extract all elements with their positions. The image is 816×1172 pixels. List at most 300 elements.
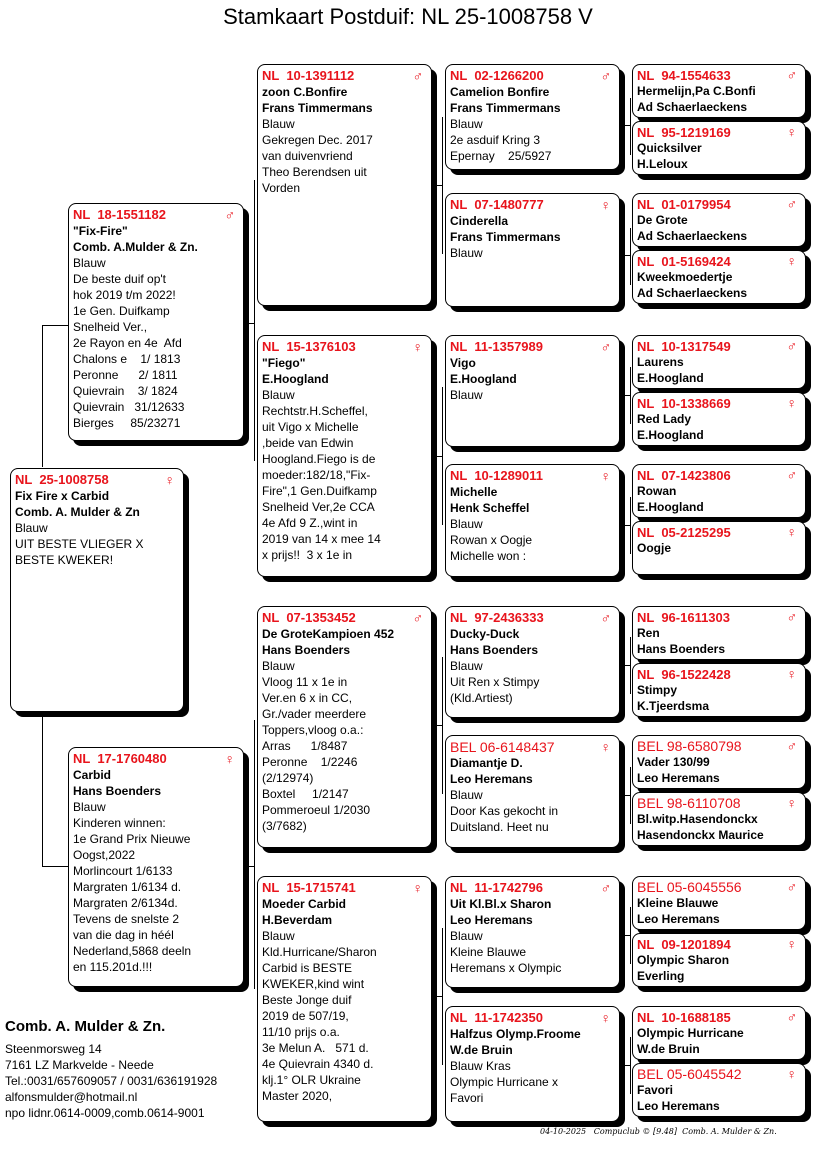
owner-name: Comb. A. Mulder & Zn. (5, 1018, 166, 1035)
male-icon: ♂ (600, 880, 611, 896)
connector-line (254, 180, 255, 461)
pigeon-name: Ducky-Duck (450, 627, 520, 641)
female-icon: ♀ (412, 339, 423, 355)
connector-line (442, 117, 443, 254)
remark-line: Duitsland. Heet nu (450, 820, 549, 834)
remark-line: Carbid is BESTE (262, 961, 353, 975)
remark-line: van die dag in héél (73, 928, 174, 942)
remark-line: Quievrain 31/12633 (73, 400, 185, 414)
remark-line: Favori (450, 1091, 484, 1105)
remark-line: 2019 van 14 x mee 14 (262, 532, 381, 546)
pigeon-name: Fix Fire x Carbid (15, 489, 110, 503)
male-icon: ♂ (786, 467, 797, 483)
pigeon-name: Diamantje D. (450, 756, 523, 770)
remark-line: Epernay 25/5927 (450, 149, 552, 163)
footer (540, 1127, 777, 1136)
ring-number: NL 11-1742350 (450, 1010, 543, 1025)
card-father-father[interactable] (257, 64, 432, 306)
pigeon-name: Carbid (73, 768, 112, 782)
ring-number-row (450, 739, 615, 755)
male-icon: ♂ (786, 67, 797, 83)
remark-line: 2e asduif Kring 3 (450, 133, 541, 147)
remark-line: Arras 1/8487 (262, 739, 348, 753)
breeder-name: Leo Heremans (637, 912, 720, 926)
pigeon-name: Camelion Bonfire (450, 85, 550, 99)
remark-line: Uit Ren x Stimpy (450, 675, 540, 689)
remark-line: (Kld.Artiest) (450, 691, 513, 705)
ring-number-row (637, 937, 801, 952)
ring-number-row (637, 254, 801, 269)
connector-line (630, 1037, 631, 1094)
color-text: Blauw (450, 246, 483, 260)
ring-number: NL 10-1391112 (262, 68, 355, 83)
pigeon-name: Vader 130/99 (637, 755, 710, 769)
card-gen4[interactable] (632, 392, 806, 446)
card-gen4[interactable] (632, 335, 806, 389)
male-icon: ♂ (786, 609, 797, 625)
ring-number-row (637, 468, 801, 483)
remark-line: Vorden (262, 181, 301, 195)
remark-line: KWEKER,kind wint (262, 977, 365, 991)
breeder-name: E.Hoogland (637, 500, 704, 514)
remark-line: Oogst,2022 (73, 848, 136, 862)
color-text: Blauw (262, 388, 295, 402)
card-father[interactable] (68, 203, 244, 441)
pigeon-name: Moeder Carbid (262, 897, 347, 911)
pigeon-name: Michelle (450, 485, 498, 499)
breeder-name: H.Leloux (637, 157, 688, 171)
card-gen3[interactable] (445, 606, 620, 718)
female-icon: ♀ (600, 468, 611, 484)
ring-number: NL 11-1742796 (450, 880, 543, 895)
remark-line: Quievrain 3/ 1824 (73, 384, 178, 398)
connector-line (630, 637, 631, 694)
ring-number: NL 96-1522428 (637, 667, 731, 682)
remark-line: Kld.Hurricane/Sharon (262, 945, 377, 959)
ring-number: NL 10-1688185 (637, 1010, 731, 1025)
breeder-name: E.Hoogland (637, 428, 704, 442)
breeder-name: Leo Heremans (637, 1099, 720, 1113)
ring-number-row (450, 197, 615, 213)
ring-number-row (637, 610, 801, 625)
female-icon: ♀ (164, 472, 175, 488)
breeder-name: K.Tjeerdsma (637, 699, 710, 713)
ring-number-row (637, 339, 801, 354)
card-gen4[interactable] (632, 464, 806, 518)
female-icon: ♀ (224, 751, 235, 767)
breeder-name: Henk Scheffel (450, 501, 530, 515)
pigeon-name: Stimpy (637, 683, 678, 697)
connector-line (620, 525, 630, 526)
ring-number: NL 97-2436333 (450, 610, 544, 625)
color-text: Blauw (450, 929, 483, 943)
ring-number: NL 05-2125295 (637, 525, 731, 540)
card-subject[interactable] (10, 468, 184, 712)
color-text: Blauw (450, 788, 483, 802)
ring-number: NL 10-1338669 (637, 396, 731, 411)
remark-line: Ver.en 6 x in CC, (262, 691, 353, 705)
footer-date: 04-10-2025 (540, 1127, 587, 1136)
remark-line: Chalons e 1/ 1813 (73, 352, 181, 366)
ring-number-row (637, 796, 801, 811)
connector-line (42, 325, 68, 326)
breeder-name: Frans Timmermans (262, 101, 373, 115)
female-icon: ♀ (786, 124, 797, 140)
breeder-name: Frans Timmermans (450, 230, 561, 244)
ring-number-row (262, 339, 427, 355)
remark-line: Kinderen winnen: (73, 816, 166, 830)
breeder-name: Ad Schaerlaeckens (637, 100, 748, 114)
color-text: Blauw (450, 388, 483, 402)
card-gen4[interactable] (632, 250, 806, 304)
ring-number-row (637, 197, 801, 212)
breeder-name: W.de Bruin (450, 1043, 513, 1057)
ring-number-row (15, 472, 179, 488)
ring-number-row (637, 880, 801, 895)
pigeon-name: Hermelijn,Pa C.Bonfi (637, 84, 756, 98)
remark-line: Gekregen Dec. 2017 (262, 133, 373, 147)
remark-line: (2/12974) (262, 771, 314, 785)
card-gen3[interactable] (445, 735, 620, 848)
connector-line (442, 928, 443, 1065)
remark-line: Pommeroeul 1/2030 (262, 803, 371, 817)
remark-line: Morlincourt 1/6133 (73, 864, 173, 878)
remark-line: Heremans x Olympic (450, 961, 562, 975)
female-icon: ♀ (786, 1066, 797, 1082)
card-gen3[interactable] (445, 876, 620, 988)
breeder-name: Leo Heremans (450, 772, 533, 786)
pigeon-name: Cinderella (450, 214, 509, 228)
breeder-name: Hasendonckx Maurice (637, 828, 764, 842)
ring-number-row (637, 525, 801, 540)
ring-number-row (450, 339, 615, 355)
connector-line (630, 907, 631, 964)
color-text: Blauw (73, 256, 106, 270)
card-mother-mother[interactable] (257, 876, 432, 1122)
card-gen4[interactable] (632, 663, 806, 717)
ring-number: NL 01-5169424 (637, 254, 731, 269)
remark-line: van duivenvriend (262, 149, 353, 163)
owner-membership: npo lidnr.0614-0009,comb.0614-9001 (5, 1106, 205, 1120)
pigeon-name: Kweekmoedertje (637, 270, 733, 284)
female-icon: ♀ (412, 880, 423, 896)
remark-line: Peronne 2/ 1811 (73, 368, 178, 382)
remark-line: klj.1° OLR Ukraine (262, 1073, 361, 1087)
female-icon: ♀ (600, 197, 611, 213)
female-icon: ♀ (786, 936, 797, 952)
connector-line (442, 657, 443, 794)
remark-line: 1e Gen. Duifkamp (73, 304, 170, 318)
ring-number: NL 96-1611303 (637, 610, 730, 625)
remark-line: ,beide van Edwin (262, 436, 354, 450)
remark-line: Door Kas gekocht in (450, 804, 559, 818)
ring-number-row (637, 667, 801, 682)
remark-line: Snelheid Ver., (73, 320, 148, 334)
card-gen4[interactable] (632, 792, 806, 846)
card-gen4[interactable] (632, 64, 806, 118)
page-title: Stamkaart Postduif: NL 25-1008758 V (223, 4, 593, 29)
ring-number: NL 02-1266200 (450, 68, 544, 83)
male-icon: ♂ (786, 879, 797, 895)
pigeon-name: Quicksilver (637, 141, 702, 155)
ring-number-row (262, 68, 427, 84)
remark-line: moeder:182/18,"Fix- (262, 468, 371, 482)
owner-city: 7161 LZ Markvelde - Neede (5, 1058, 154, 1072)
connector-line (244, 866, 254, 867)
pigeon-name: Olympic Sharon (637, 953, 730, 967)
color-text: Blauw (262, 117, 295, 131)
breeder-name: W.de Bruin (637, 1042, 700, 1056)
pigeon-name: Laurens (637, 355, 684, 369)
breeder-name: Hans Boenders (73, 784, 162, 798)
pigeon-name: "Fiego" (262, 356, 306, 370)
ring-number-row (262, 880, 427, 896)
male-icon: ♂ (786, 1009, 797, 1025)
remark-line: Peronne 1/2246 (262, 755, 358, 769)
color-text: Blauw Kras (450, 1059, 511, 1073)
connector-line (432, 996, 442, 997)
card-mother[interactable] (68, 747, 244, 987)
female-icon: ♀ (786, 524, 797, 540)
color-text: Blauw (262, 929, 295, 943)
remark-line: Snelheid Ver,2e CCA (262, 500, 375, 514)
remark-line: Toppers,vloog o.a.: (262, 723, 364, 737)
pigeon-name: De Grote (637, 213, 688, 227)
connector-line (620, 935, 630, 936)
ring-number: NL 25-1008758 (15, 472, 109, 487)
card-gen4[interactable] (632, 606, 806, 660)
remark-line: 11/10 prijs o.a. (262, 1025, 340, 1039)
card-gen4[interactable] (632, 521, 806, 575)
male-icon: ♂ (786, 738, 797, 754)
breeder-name: Hans Boenders (262, 643, 351, 657)
connector-line (42, 866, 68, 867)
card-father-mother[interactable] (257, 335, 432, 577)
pigeon-name: Olympic Hurricane (637, 1026, 744, 1040)
ring-number-row (262, 610, 427, 626)
remark-line: Bierges 85/23271 (73, 416, 181, 430)
ring-number: NL 94-1554633 (637, 68, 731, 83)
ring-number-row (450, 880, 615, 896)
connector-line (244, 323, 254, 324)
pigeon-name: Ren (637, 626, 660, 640)
remark-line: Michelle won : (450, 549, 527, 563)
ring-number: NL 17-1760480 (73, 751, 167, 766)
pigeon-name: Uit Kl.Bl.x Sharon (450, 897, 552, 911)
ring-number: NL 95-1219169 (637, 125, 731, 140)
card-gen3[interactable] (445, 464, 620, 577)
remark-line: hok 2019 t/m 2022! (73, 288, 176, 302)
male-icon: ♂ (786, 338, 797, 354)
ring-number-row (73, 207, 239, 223)
connector-line (432, 185, 442, 186)
card-gen4[interactable] (632, 876, 806, 930)
connector-line (432, 456, 442, 457)
male-icon: ♂ (412, 610, 423, 626)
ring-number: BEL 05-6045556 (637, 879, 742, 895)
remark-line: 2019 de 507/19, (262, 1009, 349, 1023)
pigeon-name: Favori (637, 1083, 674, 1097)
remark-line: UIT BESTE VLIEGER X (15, 537, 144, 551)
card-gen4[interactable] (632, 1006, 806, 1060)
remark-line: 4e Afd 9 Z.,wint in (262, 516, 358, 530)
remark-line: en 115.201d.!!! (73, 960, 153, 974)
breeder-name: E.Hoogland (262, 372, 329, 386)
remark-line: 1e Grand Prix Nieuwe (73, 832, 191, 846)
female-icon: ♀ (786, 666, 797, 682)
connector-line (620, 125, 630, 126)
card-gen3[interactable] (445, 1006, 620, 1122)
ring-number-row (450, 468, 615, 484)
remark-line: Kleine Blauwe (450, 945, 527, 959)
pigeon-name: "Fix-Fire" (73, 224, 128, 238)
ring-number-row (637, 68, 801, 83)
remark-line: Boxtel 1/2147 (262, 787, 349, 801)
breeder-name: Everling (637, 969, 685, 983)
female-icon: ♀ (786, 395, 797, 411)
breeder-name: Ad Schaerlaeckens (637, 229, 748, 243)
breeder-name: E.Hoogland (637, 371, 704, 385)
ring-number: BEL 06-6148437 (450, 739, 555, 755)
female-icon: ♀ (600, 739, 611, 755)
breeder-name: Hans Boenders (637, 642, 726, 656)
owner-email: alfonsmulder@hotmail.nl (5, 1090, 138, 1104)
breeder-name: Comb. A. Mulder & Zn (15, 505, 140, 519)
remark-line: Gr./vader meerdere (262, 707, 367, 721)
remark-line: Rowan x Oogje (450, 533, 533, 547)
breeder-name: Leo Heremans (450, 913, 533, 927)
card-gen4[interactable] (632, 735, 806, 789)
connector-line (42, 712, 43, 867)
card-gen3[interactable] (445, 335, 620, 447)
remark-line: Nederland,5868 deeln (73, 944, 192, 958)
connector-line (620, 1065, 630, 1066)
ring-number: NL 07-1480777 (450, 197, 544, 212)
pigeon-name: De GroteKampioen 452 (262, 627, 395, 641)
pigeon-name: Halfzus Olymp.Froome (450, 1027, 581, 1041)
pigeon-name: Oogje (637, 541, 672, 555)
connector-line (42, 325, 43, 467)
footer-owner: Comb. A. Mulder & Zn. (682, 1127, 777, 1136)
color-text: Blauw (262, 659, 295, 673)
male-icon: ♂ (600, 68, 611, 84)
ring-number: NL 09-1201894 (637, 937, 731, 952)
remark-line: Margraten 2/6134d. (73, 896, 178, 910)
breeder-name: H.Beverdam (262, 913, 333, 927)
card-gen3[interactable] (445, 193, 620, 307)
female-icon: ♀ (786, 253, 797, 269)
male-icon: ♂ (224, 207, 235, 223)
card-gen4[interactable] (632, 193, 806, 247)
card-gen3[interactable] (445, 64, 620, 170)
connector-line (630, 98, 631, 155)
connector-line (620, 665, 630, 666)
breeder-name: Ad Schaerlaeckens (637, 286, 748, 300)
female-icon: ♀ (600, 1010, 611, 1026)
ring-number-row (450, 68, 615, 84)
ring-number-row (637, 1067, 801, 1082)
ring-number-row (637, 1010, 801, 1025)
breeder-name: Leo Heremans (637, 771, 720, 785)
breeder-name: Comb. A.Mulder & Zn. (73, 240, 198, 254)
ring-number: BEL 05-6045542 (637, 1066, 742, 1082)
breeder-name: E.Hoogland (450, 372, 517, 386)
male-icon: ♂ (412, 68, 423, 84)
pigeon-name: Bl.witp.Hasendonckx (637, 812, 758, 826)
pigeon-name: Vigo (450, 356, 476, 370)
card-mother-father[interactable] (257, 606, 432, 848)
breeder-name: Hans Boenders (450, 643, 539, 657)
owner-info (5, 1018, 217, 1121)
remark-line: Margraten 1/6134 d. (73, 880, 182, 894)
card-gen4[interactable] (632, 1063, 806, 1117)
remark-line: 4e Quievrain 4340 d. (262, 1057, 374, 1071)
pigeon-name: Rowan (637, 484, 677, 498)
female-icon: ♀ (786, 795, 797, 811)
card-gen4[interactable] (632, 121, 806, 175)
connector-line (620, 395, 630, 396)
remark-line: uit Vigo x Michelle (262, 420, 359, 434)
connector-line (620, 795, 630, 796)
ring-number: NL 01-0179954 (637, 197, 731, 212)
ring-number: NL 18-1551182 (73, 207, 166, 222)
remark-line: Master 2020, (262, 1089, 333, 1103)
remark-line: x prijs!! 3 x 1e in (262, 548, 353, 562)
connector-line (620, 255, 630, 256)
ring-number: NL 10-1317549 (637, 339, 731, 354)
connector-line (254, 720, 255, 989)
connector-line (630, 367, 631, 424)
ring-number-row (450, 1010, 615, 1026)
owner-phone: Tel.:0031/657609057 / 0031/636191928 (5, 1074, 218, 1088)
ring-number: NL 07-1353452 (262, 610, 356, 625)
remark-line: (3/7682) (262, 819, 307, 833)
male-icon: ♂ (600, 610, 611, 626)
remark-line: Tevens de snelste 2 (73, 912, 180, 926)
color-text: Blauw (450, 117, 483, 131)
color-text: Blauw (15, 521, 48, 535)
ring-number: NL 15-1376103 (262, 339, 356, 354)
ring-number: NL 10-1289011 (450, 468, 543, 483)
ring-number-row (637, 739, 801, 754)
ring-number: NL 15-1715741 (262, 880, 356, 895)
male-icon: ♂ (600, 339, 611, 355)
remark-line: Fire",1 Gen.Duifkamp (262, 484, 377, 498)
breeder-name: Frans Timmermans (450, 101, 561, 115)
remark-line: BESTE KWEKER! (15, 553, 114, 567)
remark-line: De beste duif op't (73, 272, 167, 286)
remark-line: Olympic Hurricane x (450, 1075, 559, 1089)
remark-line: Theo Berendsen uit (262, 165, 367, 179)
connector-line (630, 767, 631, 824)
color-text: Blauw (73, 800, 106, 814)
pigeon-name: zoon C.Bonfire (262, 85, 348, 99)
connector-line (432, 725, 442, 726)
color-text: Blauw (450, 517, 483, 531)
ring-number-row (637, 125, 801, 140)
male-icon: ♂ (786, 196, 797, 212)
ring-number-row (73, 751, 239, 767)
card-gen4[interactable] (632, 933, 806, 987)
pigeon-name: Red Lady (637, 412, 692, 426)
remark-line: Beste Jonge duif (262, 993, 352, 1007)
connector-line (630, 228, 631, 285)
pigeon-name: Kleine Blauwe (637, 896, 719, 910)
remark-line: Rechtstr.H.Scheffel, (262, 404, 368, 418)
color-text: Blauw (450, 659, 483, 673)
remark-line: Hoogland.Fiego is de (262, 452, 376, 466)
remark-line: 2e Rayon en 4e Afd (73, 336, 182, 350)
